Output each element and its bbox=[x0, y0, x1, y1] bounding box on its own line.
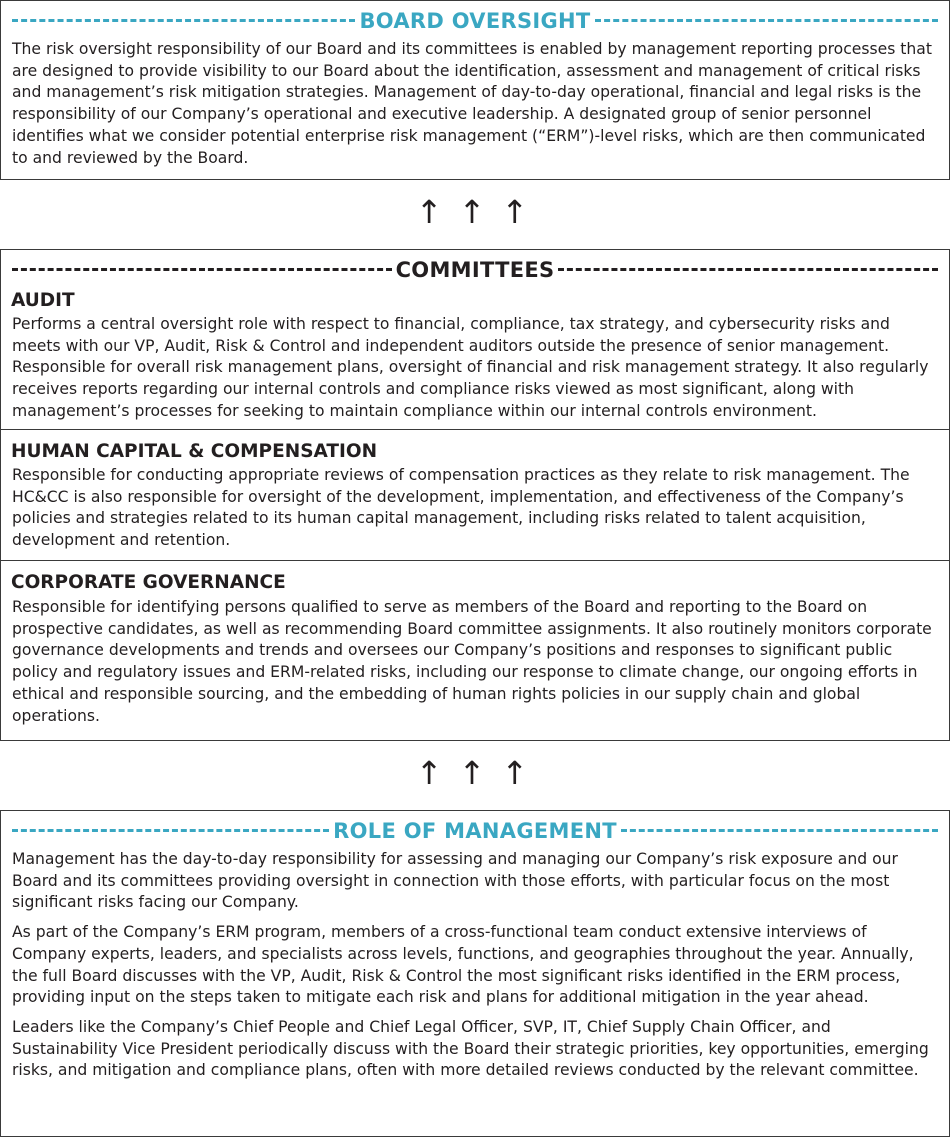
section-divider bbox=[1, 429, 949, 430]
management-paragraph-3: Leaders like the Company’s Chief People and Chief Legal Officer, SVP, IT, Chief Supply Chain Officer, and Sustainability Vice President periodically discuss with the Board their strategic priorities, key opportunities, emerging risks, and mitigation and compliance plans, often with more detailed reviews conducted by the relevant committee. bbox=[12, 1017, 929, 1080]
governance-section bbox=[1, 571, 949, 727]
board-oversight-text: The risk oversight responsibility of our Board and its committees is enabled by management reporting processes that are designed to provide visibility to our Board about the identification, assessment and management of critical risks and management’s risk mitigation strategies. Management of day-to-day operational, financial and legal risks is the responsibility of our Company’s operational and executive leadership. A designated group of senior personnel identifies what we consider potential enterprise risk management (“ERM”)-level risks, which are then communicated to and reviewed by the Board. bbox=[12, 40, 932, 167]
board-oversight-header bbox=[12, 9, 938, 33]
header-dash-left bbox=[12, 268, 392, 274]
board-oversight-title: BOARD OVERSIGHT bbox=[359, 9, 591, 33]
hcc-text: Responsible for conducting appropriate reviews of compensation practices as they relate to risk management. The HC&CC is also responsible for oversight of the development, implementation, and effectiveness of the Company’s policies and strategies related to its human capital management, including risks related to talent acquisition, development and retention. bbox=[12, 466, 910, 550]
governance-text: Responsible for identifying persons qualified to serve as members of the Board and reporting to the Board on prospective candidates, as well as recommending Board committee assignments. It also routinely monitors corporate governance developments and trends and oversees our Company’s positions and responses to significant public policy and regulatory issues and ERM-related risks, including our response to climate change, our ongoing efforts in ethical and responsible sourcing, and the embedding of human rights policies in our supply chain and global operations. bbox=[12, 598, 932, 725]
role-of-management-title: ROLE OF MANAGEMENT bbox=[333, 819, 617, 843]
board-oversight-box bbox=[0, 0, 950, 180]
management-paragraph-2: As part of the Company’s ERM program, members of a cross-functional team conduct extensive interviews of Company experts, leaders, and specialists across levels, functions, and geographies throughout the year. Annually, the full Board discusses with the VP, Audit, Risk & Control the most significant risks identified in the ERM process, providing input on the steps taken to mitigate each risk and plans for additional mitigation in the year ahead. bbox=[12, 923, 914, 1007]
arrows-bottom bbox=[0, 754, 952, 792]
audit-section bbox=[1, 289, 949, 423]
committees-box bbox=[0, 249, 950, 741]
audit-title: AUDIT bbox=[11, 290, 75, 311]
hcc-section bbox=[1, 440, 949, 552]
up-arrow-icon: ↑ bbox=[501, 754, 537, 792]
header-dash-right bbox=[621, 829, 938, 835]
committees-title: COMMITTEES bbox=[395, 258, 555, 282]
audit-text: Performs a central oversight role with respect to financial, compliance, tax strategy, and cybersecurity risks and meets with our VP, Audit, Risk & Control and independent auditors outside the presence of senior management. Responsible for overall risk management plans, oversight of financial and risk management strategy. It also regularly receives reports regarding our internal controls and compliance risks viewed as most significant, along with management’s processes for seeking to maintain compliance within our internal controls environment. bbox=[12, 315, 929, 420]
governance-title: CORPORATE GOVERNANCE bbox=[11, 572, 286, 593]
header-dash-right bbox=[558, 268, 938, 274]
header-dash-right bbox=[595, 19, 938, 25]
header-dash-left bbox=[12, 829, 329, 835]
header-dash-left bbox=[12, 19, 355, 25]
up-arrow-icon: ↑ bbox=[415, 193, 451, 231]
up-arrow-icon: ↑ bbox=[501, 193, 537, 231]
role-of-management-box bbox=[0, 810, 950, 1137]
committees-header bbox=[12, 258, 938, 282]
role-of-management-header bbox=[12, 819, 938, 843]
up-arrow-icon: ↑ bbox=[458, 754, 494, 792]
up-arrow-icon: ↑ bbox=[415, 754, 451, 792]
arrows-top bbox=[0, 193, 952, 231]
management-paragraph-1: Management has the day-to-day responsibility for assessing and managing our Company’s risk exposure and our Board and its committees providing oversight in connection with those efforts, with particular focus on the most significant risks facing our Company. bbox=[12, 850, 898, 912]
section-divider bbox=[1, 560, 949, 561]
hcc-title: HUMAN CAPITAL & COMPENSATION bbox=[11, 441, 378, 462]
up-arrow-icon: ↑ bbox=[458, 193, 494, 231]
